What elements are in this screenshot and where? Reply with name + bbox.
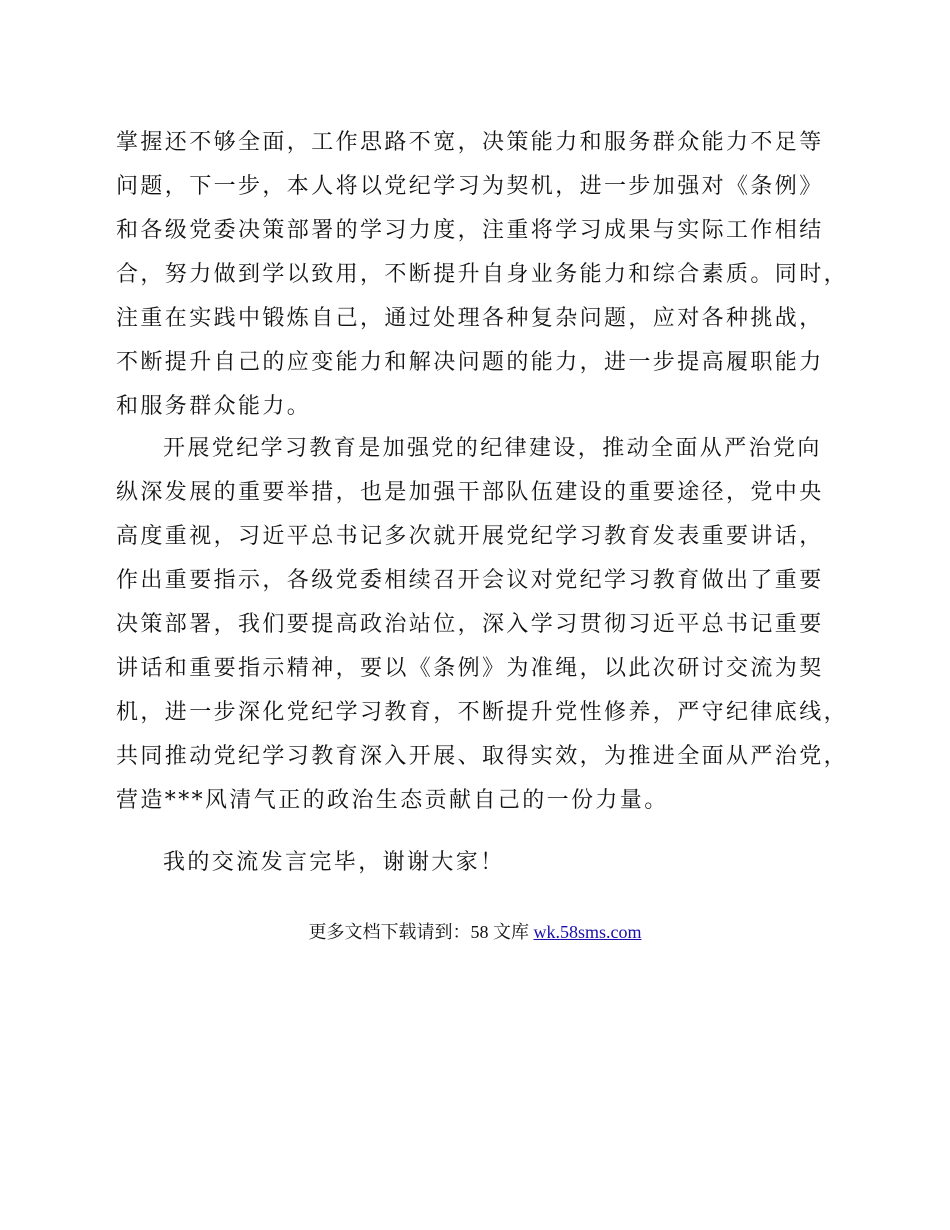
text-line: 作出重要指示，各级党委相续召开会议对党纪学习教育做出了重要 (116, 568, 824, 593)
text-line: 不断提升自己的应变能力和解决问题的能力，进一步提高履职能力 (116, 350, 824, 375)
paragraph-closing (116, 841, 856, 885)
text-line: 讲话和重要指示精神，要以《条例》为准绳，以此次研讨交流为契 (116, 656, 824, 681)
download-footer (0, 920, 950, 944)
footer-text: 更多文档下载请到：58 文库 (308, 922, 534, 942)
text-line: 我的交流发言完毕，谢谢大家！ (163, 850, 505, 875)
text-line: 掌握还不够全面，工作思路不宽，决策能力和服务群众能力不足等 (116, 130, 824, 155)
text-line: 共同推动党纪学习教育深入开展、取得实效，为推进全面从严治党， (116, 744, 849, 769)
text-line: 开展党纪学习教育是加强党的纪律建设，推动全面从严治党向 (163, 436, 822, 461)
text-line: 营造***风清气正的政治生态贡献自己的一份力量。 (116, 788, 669, 813)
text-line: 问题，下一步，本人将以党纪学习为契机，进一步加强对《条例》 (116, 174, 824, 199)
text-line: 纵深发展的重要举措，也是加强干部队伍建设的重要途径，党中央 (116, 480, 824, 505)
text-line: 决策部署，我们要提高政治站位，深入学习贯彻习近平总书记重要 (116, 612, 824, 637)
text-line: 和各级党委决策部署的学习力度，注重将学习成果与实际工作相结 (116, 218, 824, 243)
text-line: 和服务群众能力。 (116, 394, 312, 419)
paragraph-continuation (116, 121, 856, 429)
paragraph-party-discipline (116, 427, 856, 823)
footer-link[interactable]: wk.58sms.com (533, 922, 642, 942)
text-line: 合，努力做到学以致用，不断提升自身业务能力和综合素质。同时， (116, 262, 849, 287)
text-line: 高度重视，习近平总书记多次就开展党纪学习教育发表重要讲话， (116, 524, 824, 549)
text-line: 机，进一步深化党纪学习教育，不断提升党性修养，严守纪律底线， (116, 700, 849, 725)
text-line: 注重在实践中锻炼自己，通过处理各种复杂问题，应对各种挑战， (116, 306, 824, 331)
